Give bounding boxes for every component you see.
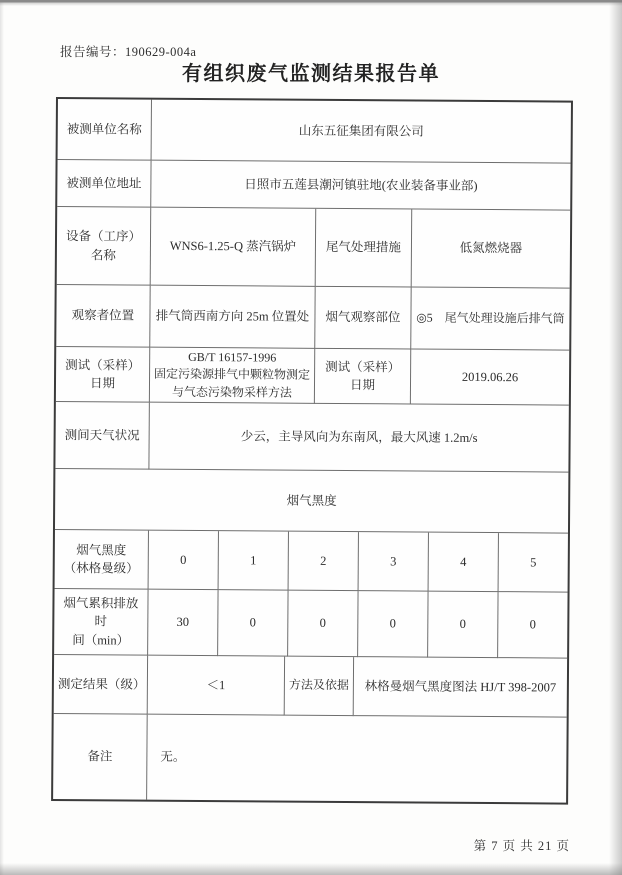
blackness-level-0: 0	[149, 531, 219, 590]
weather-value: 少云，主导风向为东南风，最大风速 1.2m/s	[149, 403, 568, 473]
remark-label: 备注	[53, 714, 148, 800]
blackness-level-2: 2	[289, 532, 359, 591]
scan-edge-right	[609, 0, 622, 875]
sampling-method-label: 测试（采样） 日期	[56, 347, 150, 403]
unit-name-label: 被测单位名称	[58, 99, 152, 161]
result-label: 测定结果（级）	[54, 655, 148, 715]
table-row-blackness-levels	[55, 530, 568, 593]
table-row-emission-duration	[54, 589, 567, 659]
emission-duration-1: 0	[218, 590, 288, 656]
table-row-section-header	[55, 469, 568, 534]
treatment-measure-label: 尾气处理措施	[316, 209, 413, 288]
method-basis-label: 方法及依据	[285, 657, 354, 716]
weather-label: 测间天气状况	[55, 402, 149, 470]
sampling-method-value: GB/T 16157-1996 固定污染源排气中颗粒物测定 与气态污染物采样方法	[150, 348, 315, 404]
blackness-level-label: 烟气黑度 （林格曼级）	[55, 530, 149, 590]
unit-address-value: 日照市五莲县潮河镇驻地(农业装备事业部)	[151, 161, 570, 211]
emission-duration-5: 0	[498, 592, 567, 658]
table-row-remark	[53, 714, 567, 803]
table-row-device	[57, 207, 571, 289]
table-row-unit-name	[58, 99, 571, 164]
device-name-value: WNS6-1.25-Q 蒸汽锅炉	[151, 208, 317, 287]
smoke-blackness-section-title: 烟气黑度	[55, 469, 568, 534]
unit-address-label: 被测单位地址	[57, 160, 151, 208]
unit-name-value: 山东五征集团有限公司	[152, 100, 571, 164]
observer-position-label: 观察者位置	[56, 285, 150, 348]
table-row-observer	[56, 285, 569, 351]
blackness-level-3: 3	[359, 532, 429, 591]
sampling-date-label: 测试（采样） 日期	[315, 349, 411, 405]
device-name-label: 设备（工序） 名称	[57, 207, 152, 286]
scan-edge-top	[0, 0, 622, 6]
blackness-level-4: 4	[429, 533, 499, 592]
observation-part-label: 烟气观察部位	[315, 287, 411, 350]
table-row-unit-address	[57, 160, 570, 211]
blackness-level-5: 5	[499, 533, 568, 592]
scan-edge-bottom	[0, 863, 622, 875]
remark-value: 无。	[160, 750, 186, 765]
emission-duration-2: 0	[288, 591, 358, 657]
treatment-measure-value: 低氮燃烧器	[412, 209, 571, 288]
table-row-sampling	[56, 347, 569, 406]
emission-duration-0: 30	[148, 590, 218, 656]
emission-duration-4: 0	[428, 592, 498, 658]
observation-part-value: ◎5 尾气处理设施后排气筒	[411, 287, 569, 350]
result-value: ＜1	[148, 656, 285, 716]
scan-edge-left	[0, 0, 4, 875]
method-basis-value: 林格曼烟气黑度图法 HJ/T 398-2007	[354, 657, 567, 717]
table-row-weather	[55, 402, 568, 473]
page-title: 有组织废气监测结果报告单	[182, 63, 440, 85]
monitoring-result-table	[51, 97, 573, 805]
report-number: 报告编号：190629-004a	[60, 45, 197, 59]
table-row-result	[54, 655, 567, 718]
emission-duration-label: 烟气累积排放时 间（min）	[54, 589, 148, 656]
blackness-level-1: 1	[219, 531, 289, 590]
observer-position-value: 排气筒西南方向 25m 位置处	[150, 286, 315, 349]
sampling-date-value: 2019.06.26	[411, 349, 569, 405]
emission-duration-3: 0	[358, 591, 428, 657]
page-number: 第 7 页 共 21 页	[473, 839, 570, 853]
